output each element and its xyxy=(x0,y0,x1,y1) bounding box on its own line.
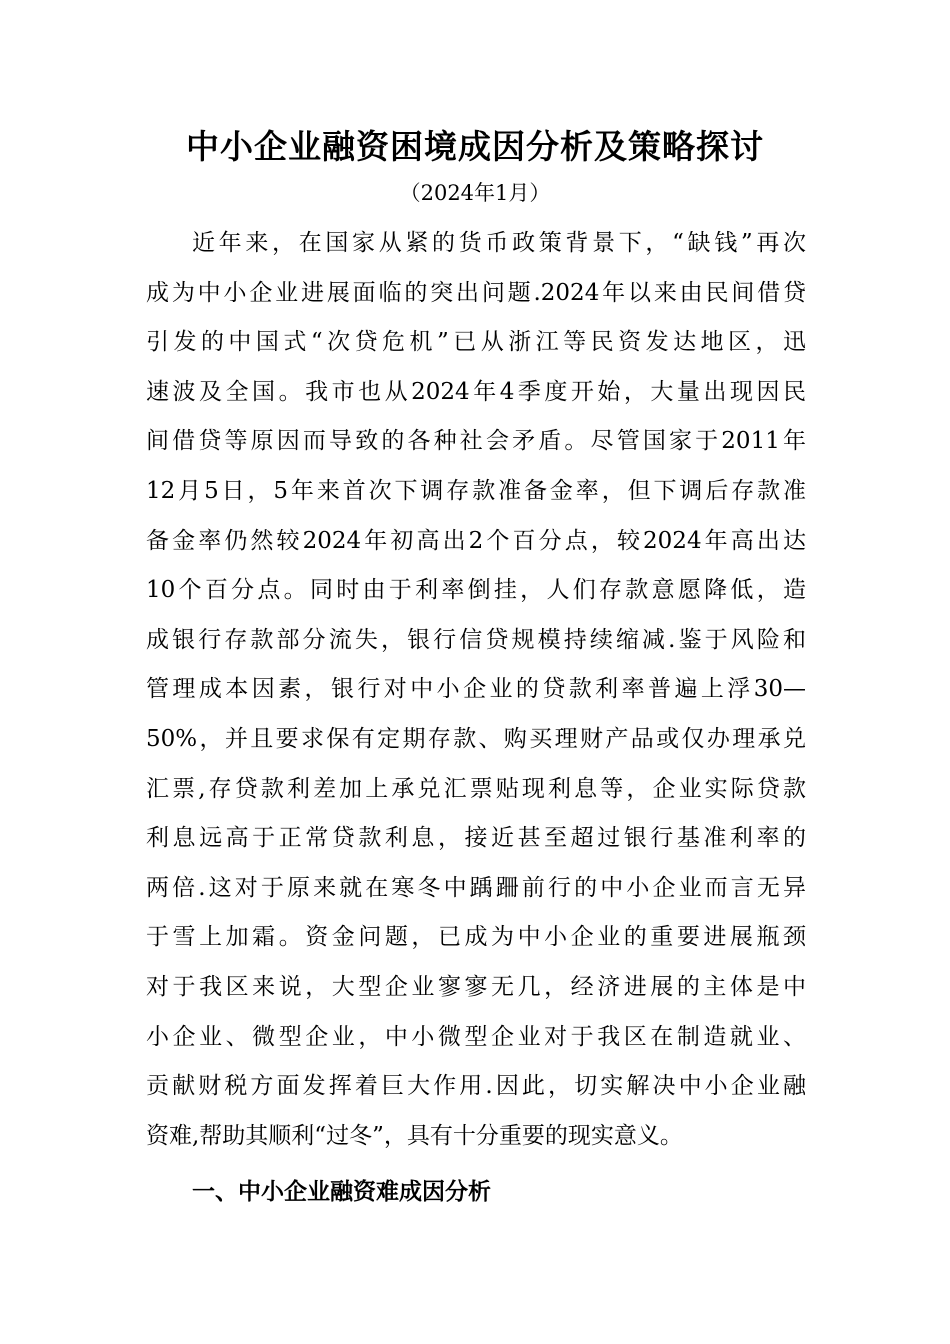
paragraph-line: 间借贷等原因而导致的各种社会矛盾。尽管国家于2011年 xyxy=(146,428,806,455)
paragraph-line: 两倍.这对于原来就在寒冬中踽跚前行的中小企业而言无异 xyxy=(146,874,806,901)
paragraph-line: 10个百分点。同时由于利率倒挂，人们存款意愿降低，造 xyxy=(146,577,806,604)
paragraph-line: 备金率仍然较2024年初高出2个百分点，较2024年高出达 xyxy=(146,527,806,554)
paragraph-line: 小企业、微型企业，中小微型企业对于我区在制造就业、 xyxy=(146,1023,806,1050)
paragraph-line: 成为中小企业进展面临的突出问题.2024年以来由民间借贷 xyxy=(146,279,806,306)
paragraph-line: 利息远高于正常贷款利息，接近甚至超过银行基准利率的 xyxy=(146,825,806,852)
paragraph-line: 引发的中国式“次贷危机”已从浙江等民资发达地区，迅 xyxy=(146,329,806,356)
paragraph-line: 汇票,存贷款利差加上承兑汇票贴现利息等，企业实际贷款 xyxy=(146,775,806,802)
intro-paragraph xyxy=(146,219,806,1161)
paragraph-line: 成银行存款部分流失，银行信贷规模持续缩减.鉴于风险和 xyxy=(146,626,806,653)
paragraph-line: 速波及全国。我市也从2024年4季度开始，大量出现因民 xyxy=(146,378,806,405)
section-heading: 一、中小企业融资难成因分析 xyxy=(192,1179,491,1205)
paragraph-line: 50%，并且要求保有定期存款、购买理财产品或仅办理承兑 xyxy=(146,725,806,752)
paragraph-line: 资难,帮助其顺利“过冬”，具有十分重要的现实意义。 xyxy=(146,1122,683,1149)
paragraph-line: 贡献财税方面发挥着巨大作用.因此，切实解决中小企业融 xyxy=(146,1073,806,1100)
paragraph-line: 管理成本因素，银行对中小企业的贷款利率普遍上浮30— xyxy=(146,676,806,703)
paragraph-line: 对于我区来说，大型企业寥寥无几，经济进展的主体是中 xyxy=(146,973,806,1000)
paragraph-line: 于雪上加霜。资金问题，已成为中小企业的重要进展瓶颈 xyxy=(146,924,806,951)
paragraph-line: 近年来，在国家从紧的货币政策背景下，“缺钱”再次 xyxy=(192,230,806,256)
document-title: 中小企业融资困境成因分析及策略探讨 xyxy=(186,127,764,166)
document-date: （2024年1月） xyxy=(399,181,551,205)
paragraph-line: 12月5日，5年来首次下调存款准备金率，但下调后存款准 xyxy=(146,477,806,504)
